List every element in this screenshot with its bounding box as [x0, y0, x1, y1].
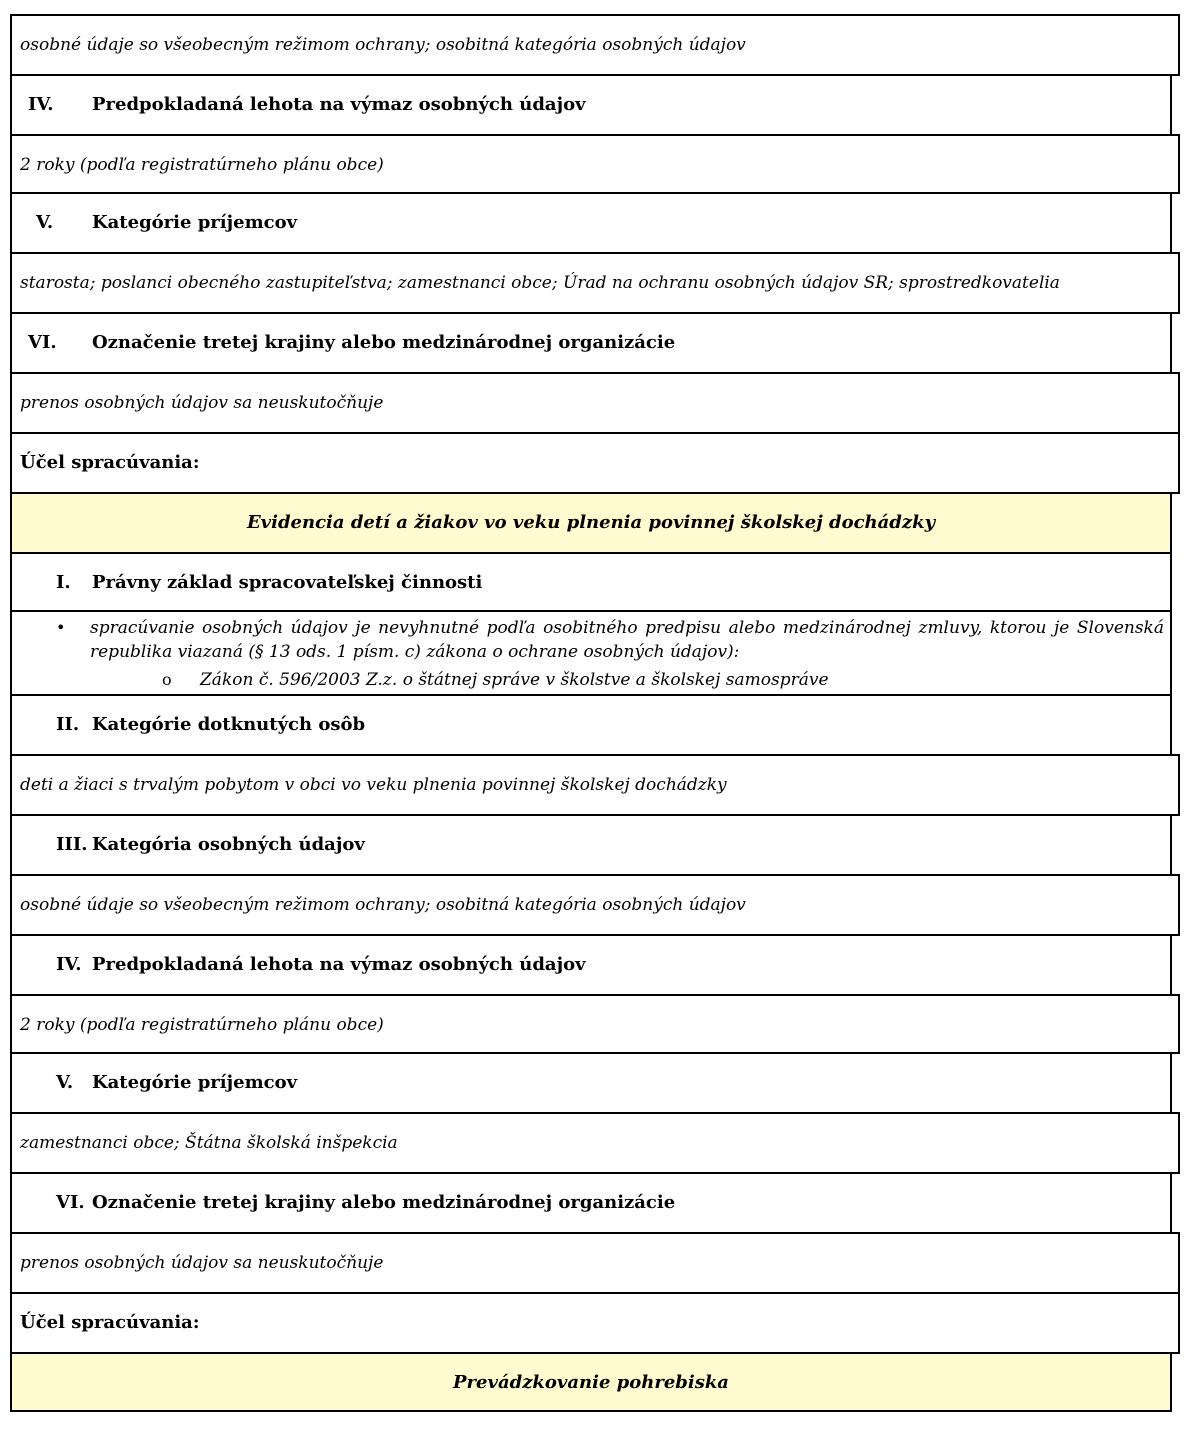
legal-basis-list	[10, 610, 1172, 696]
purpose-label: Účel spracúvania:	[10, 432, 1180, 494]
sub-bullet-icon: o	[162, 670, 172, 689]
data-row: osobné údaje so všeobecným režimom ochrany; osobitná kategória osobných údajov	[10, 874, 1180, 936]
bullet-icon: •	[56, 618, 66, 637]
section-number: IV.	[56, 954, 82, 975]
data-row: prenos osobných údajov sa neuskutočňuje	[10, 1232, 1180, 1294]
section-heading	[10, 552, 1172, 612]
data-row: 2 roky (podľa registratúrneho plánu obce)	[10, 134, 1180, 194]
data-row: prenos osobných údajov sa neuskutočňuje	[10, 372, 1180, 434]
section-heading	[10, 814, 1172, 876]
section-number: VI.	[28, 332, 57, 353]
section-number: II.	[56, 714, 80, 735]
section-heading	[10, 1172, 1172, 1234]
section-title: Označenie tretej krajiny alebo medzinárodnej organizácie	[92, 1192, 676, 1213]
section-heading	[10, 192, 1172, 254]
purpose-title-highlight: Evidencia detí a žiakov vo veku plnenia povinnej školskej dochádzky	[10, 492, 1172, 554]
list-item: spracúvanie osobných údajov je nevyhnutné podľa osobitného predpisu alebo medzinárodnej zmluvy, ktorou je Slovenská republika viazaná (§ 13 ods. 1 písm. c) zákona o ochrane osobných údajov):	[90, 618, 1164, 662]
data-row: osobné údaje so všeobecným režimom ochrany; osobitná kategória osobných údajov	[10, 14, 1180, 76]
data-row: deti a žiaci s trvalým pobytom v obci vo veku plnenia povinnej školskej dochádzky	[10, 754, 1180, 816]
section-heading	[10, 74, 1172, 136]
section-title: Označenie tretej krajiny alebo medzinárodnej organizácie	[92, 332, 676, 353]
section-number: VI.	[56, 1192, 85, 1213]
purpose-title-highlight: Prevádzkovanie pohrebiska	[10, 1352, 1172, 1412]
section-title: Kategórie príjemcov	[92, 1072, 298, 1093]
section-number: V.	[56, 1072, 74, 1093]
section-heading	[10, 694, 1172, 756]
data-row: 2 roky (podľa registratúrneho plánu obce)	[10, 994, 1180, 1054]
data-row: starosta; poslanci obecného zastupiteľstva; zamestnanci obce; Úrad na ochranu osobných údajov SR; sprostredkovatelia	[10, 252, 1180, 314]
section-title: Predpokladaná lehota na výmaz osobných údajov	[92, 954, 586, 975]
section-title: Predpokladaná lehota na výmaz osobných údajov	[92, 94, 586, 115]
section-heading	[10, 1052, 1172, 1114]
section-heading	[10, 312, 1172, 374]
section-number: I.	[56, 572, 71, 593]
section-title: Kategória osobných údajov	[92, 834, 365, 855]
section-title: Kategórie dotknutých osôb	[92, 714, 366, 735]
section-number: V.	[36, 212, 54, 233]
section-title: Kategórie príjemcov	[92, 212, 298, 233]
section-number: III.	[56, 834, 88, 855]
section-heading	[10, 934, 1172, 996]
sub-list-item: Zákon č. 596/2003 Z.z. o štátnej správe v školstve a školskej samospráve	[200, 670, 829, 690]
section-number: IV.	[28, 94, 54, 115]
section-title: Právny základ spracovateľskej činnosti	[92, 572, 483, 593]
purpose-label: Účel spracúvania:	[10, 1292, 1180, 1354]
data-row: zamestnanci obce; Štátna školská inšpekcia	[10, 1112, 1180, 1174]
